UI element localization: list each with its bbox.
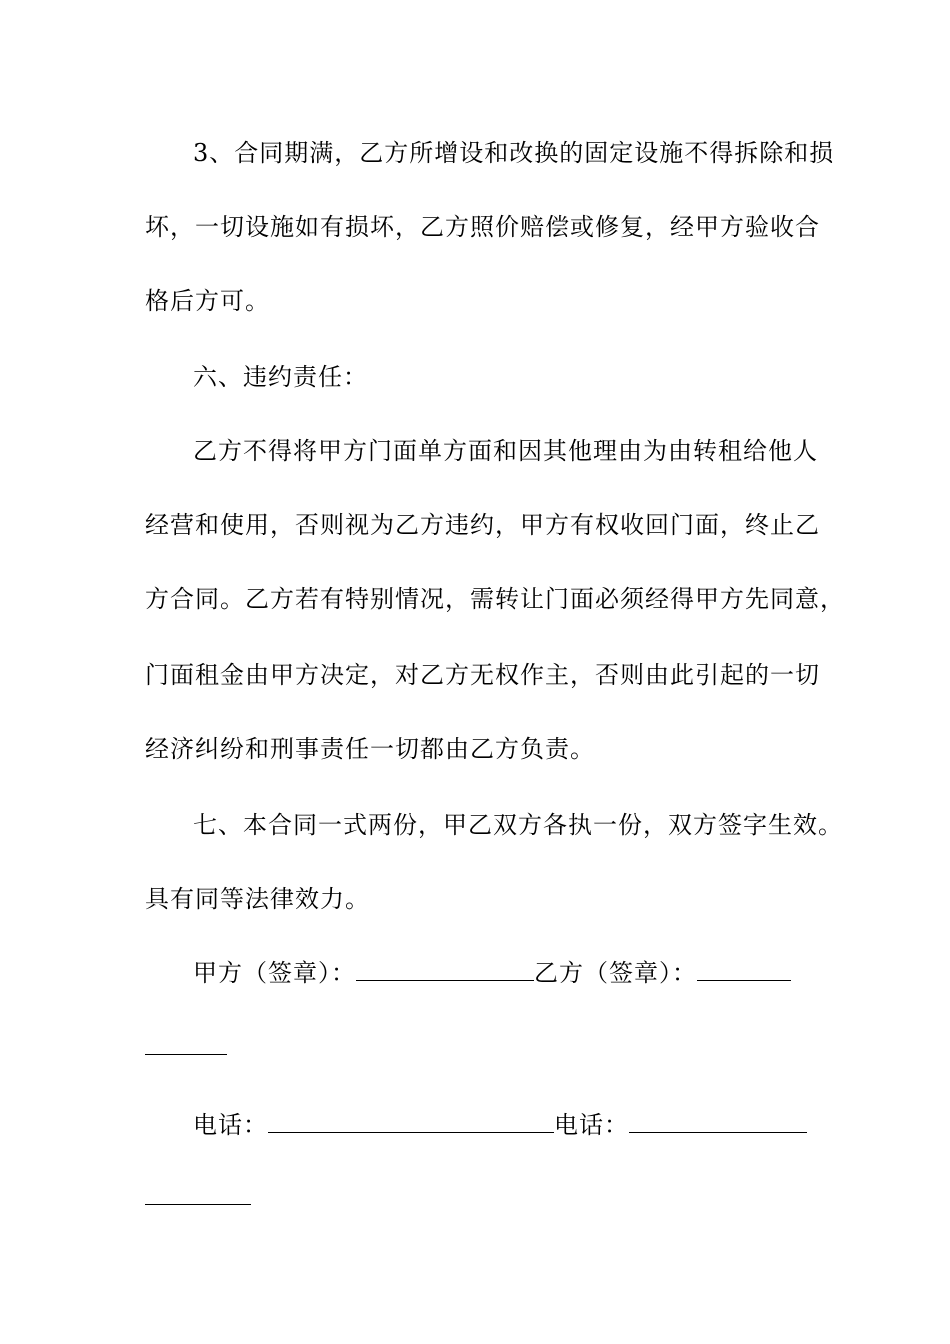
party-b-phone-label: 电话：	[554, 1111, 629, 1139]
party-a-signature-label: 甲方（签章）：	[193, 959, 356, 987]
paragraph-3-line-3: 格后方可。	[145, 287, 270, 315]
phone-row	[193, 1110, 873, 1140]
party-b-signature-blank[interactable]	[697, 960, 791, 981]
breach-paragraph-line-4: 门面租金由甲方决定，对乙方无权作主，否则由此引起的一切	[145, 661, 820, 689]
breach-paragraph-line-3: 方合同。乙方若有特别情况，需转让门面必须经得甲方先同意，	[145, 585, 845, 613]
party-b-signature-blank-continued[interactable]	[145, 1054, 227, 1055]
party-a-phone-blank[interactable]	[268, 1112, 554, 1133]
party-b-phone-blank[interactable]	[629, 1112, 807, 1133]
breach-paragraph-line-2: 经营和使用，否则视为乙方违约，甲方有权收回门面，终止乙	[145, 511, 820, 539]
party-a-phone-label: 电话：	[193, 1111, 268, 1139]
paragraph-3-line-1: 3、合同期满，乙方所增设和改换的固定设施不得拆除和损	[193, 139, 835, 167]
signature-row	[193, 958, 873, 988]
paragraph-3-line-2: 坏，一切设施如有损坏，乙方照价赔偿或修复，经甲方验收合	[145, 213, 820, 241]
section-6-heading: 六、违约责任：	[193, 363, 368, 391]
section-7-line-2: 具有同等法律效力。	[145, 885, 370, 913]
party-b-signature-label: 乙方（签章）：	[534, 959, 697, 987]
party-b-phone-blank-continued[interactable]	[145, 1204, 251, 1205]
breach-paragraph-line-1: 乙方不得将甲方门面单方面和因其他理由为由转租给他人	[193, 437, 818, 465]
party-a-signature-blank[interactable]	[356, 960, 534, 981]
section-7-line-1: 七、本合同一式两份，甲乙双方各执一份，双方签字生效。	[193, 811, 843, 839]
breach-paragraph-line-5: 经济纠纷和刑事责任一切都由乙方负责。	[145, 735, 595, 763]
